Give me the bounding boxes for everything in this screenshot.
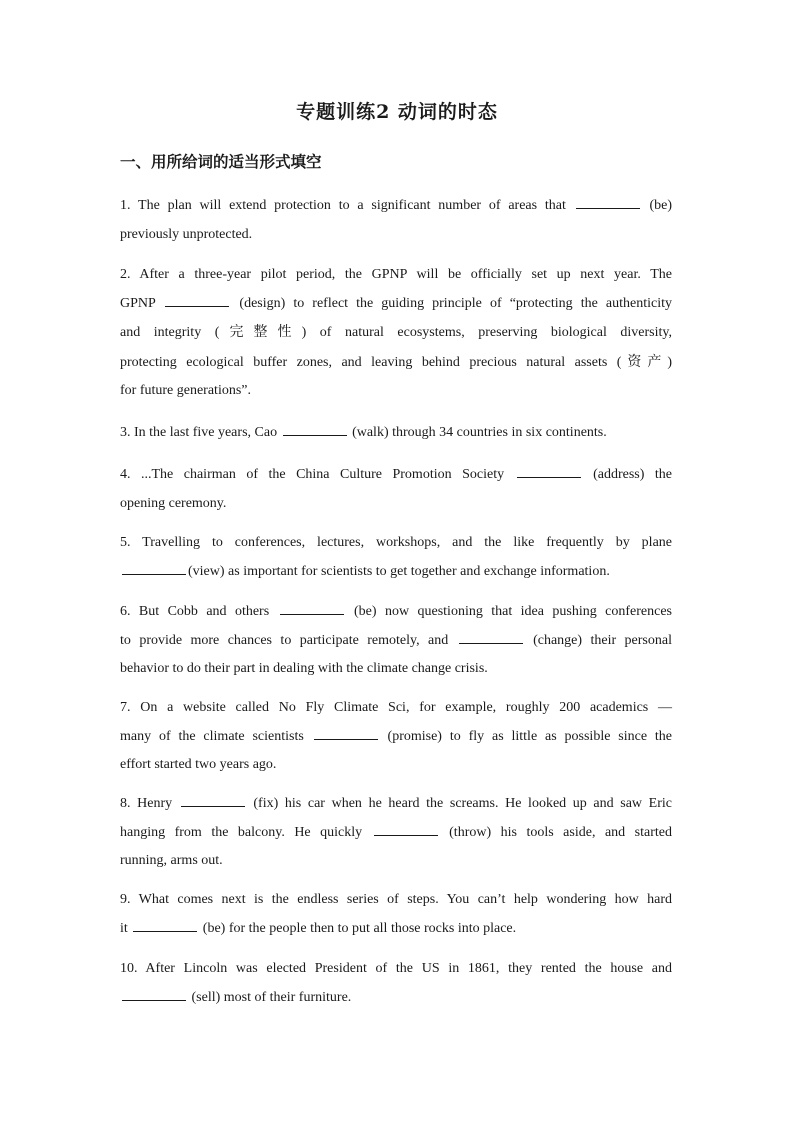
question-9: [120, 886, 672, 943]
question-text: (promise) to fly as little as possible since the: [379, 728, 672, 744]
question-text: effort started two years ago.: [120, 757, 277, 772]
question-text: for future generations”.: [120, 383, 251, 398]
question-line: [120, 819, 672, 848]
question-text: (fix) his car when he heard the screams. He looked up and saw Eric: [246, 796, 672, 811]
question-line: [120, 915, 672, 944]
question-text: (throw) his tools aside, and started: [439, 824, 672, 840]
question-text: behavior to do their part in dealing with the climate change crisis.: [120, 661, 488, 676]
question-text: 2. After a three-year pilot period, the GPNP will be officially set up next year. The: [120, 267, 672, 282]
answer-blank[interactable]: [280, 600, 344, 615]
question-line: [120, 694, 672, 723]
question-8: [120, 790, 672, 876]
question-text: (view) as important for scientists to get together and exchange information.: [188, 563, 610, 579]
question-text: 完整性: [219, 324, 302, 340]
question-line: [120, 847, 672, 876]
question-line: [120, 348, 672, 378]
question-text: (address) the: [582, 467, 672, 482]
answer-blank[interactable]: [314, 725, 378, 740]
question-text: 6. But Cobb and others: [120, 604, 278, 619]
question-line: [120, 790, 672, 819]
question-text: (walk) through 34 countries in six continents.: [348, 425, 607, 440]
question-line: [120, 461, 672, 490]
question-text: 5. Travelling to conferences, lectures, workshops, and the like frequently by plane: [120, 535, 672, 550]
answer-blank[interactable]: [122, 560, 186, 575]
page-title: 专题训练2 动词的时态: [296, 101, 498, 123]
question-text: and integrity (: [120, 325, 220, 340]
question-text: 7. On a website called No Fly Climate Sci, for example, roughly 200 academics —: [120, 700, 672, 715]
answer-blank[interactable]: [165, 292, 229, 307]
question-line: [120, 377, 672, 406]
answer-blank[interactable]: [181, 792, 245, 807]
question-7: [120, 694, 672, 780]
question-text: to provide more chances to participate remotely, and: [120, 632, 457, 648]
answer-blank[interactable]: [133, 917, 197, 932]
question-text: opening ceremony.: [120, 495, 227, 511]
question-text: ) of natural ecosystems, preserving biological diversity,: [301, 325, 672, 340]
question-5: [120, 529, 672, 586]
question-text: ): [667, 354, 672, 370]
question-text: 1. The plan will extend protection to a significant number of areas that: [120, 198, 574, 213]
question-1: [120, 192, 672, 249]
question-text: it: [120, 920, 132, 936]
question-text: 资产: [621, 353, 668, 370]
question-text: (be) for the people then to put all those rocks into place.: [199, 920, 517, 936]
question-text: GPNP: [120, 295, 164, 311]
question-text: (design) to reflect the guiding principle of “protecting the authenticity: [231, 295, 672, 311]
question-text: hanging from the balcony. He quickly: [120, 824, 372, 840]
question-line: [120, 627, 672, 656]
question-line: [120, 318, 672, 348]
answer-blank[interactable]: [374, 821, 438, 836]
question-2: [120, 261, 672, 406]
answer-blank[interactable]: [459, 629, 523, 644]
question-10: [120, 955, 672, 1012]
answer-blank[interactable]: [576, 194, 640, 209]
question-line: [120, 558, 672, 587]
question-line: [120, 192, 672, 221]
question-text: 9. What comes next is the endless series of steps. You can’t help wondering how hard: [120, 892, 672, 907]
question-line: [120, 261, 672, 290]
question-text: many of the climate scientists: [120, 728, 312, 744]
question-3: [120, 419, 672, 448]
question-4: [120, 461, 672, 518]
question-line: [120, 221, 672, 250]
section-heading: 一、用所给词的适当形式填空: [120, 152, 322, 171]
question-text: previously unprotected.: [120, 226, 253, 242]
question-line: [120, 419, 672, 448]
question-text: (sell) most of their furniture.: [188, 989, 352, 1005]
question-6: [120, 598, 672, 684]
question-line: [120, 598, 672, 627]
question-line: [120, 984, 672, 1013]
answer-blank[interactable]: [122, 986, 186, 1001]
question-line: [120, 955, 672, 984]
question-line: [120, 723, 672, 752]
answer-blank[interactable]: [283, 421, 347, 436]
question-line: [120, 490, 672, 519]
question-text: (be) now questioning that idea pushing conferences: [345, 604, 672, 619]
question-text: 10. After Lincoln was elected President of the US in 1861, they rented the house and: [120, 961, 672, 976]
question-text: 3. In the last five years, Cao: [120, 425, 281, 440]
question-text: 8. Henry: [120, 796, 179, 811]
question-line: [120, 529, 672, 558]
question-text: 4. ...The chairman of the China Culture Promotion Society: [120, 467, 515, 482]
question-text: protecting ecological buffer zones, and leaving behind precious natural assets (: [120, 354, 622, 370]
question-line: [120, 886, 672, 915]
question-line: [120, 751, 672, 780]
question-line: [120, 655, 672, 684]
question-text: running, arms out.: [120, 853, 223, 868]
question-text: (change) their personal: [524, 632, 672, 648]
answer-blank[interactable]: [517, 463, 581, 478]
question-line: [120, 290, 672, 319]
question-text: (be): [641, 198, 672, 213]
